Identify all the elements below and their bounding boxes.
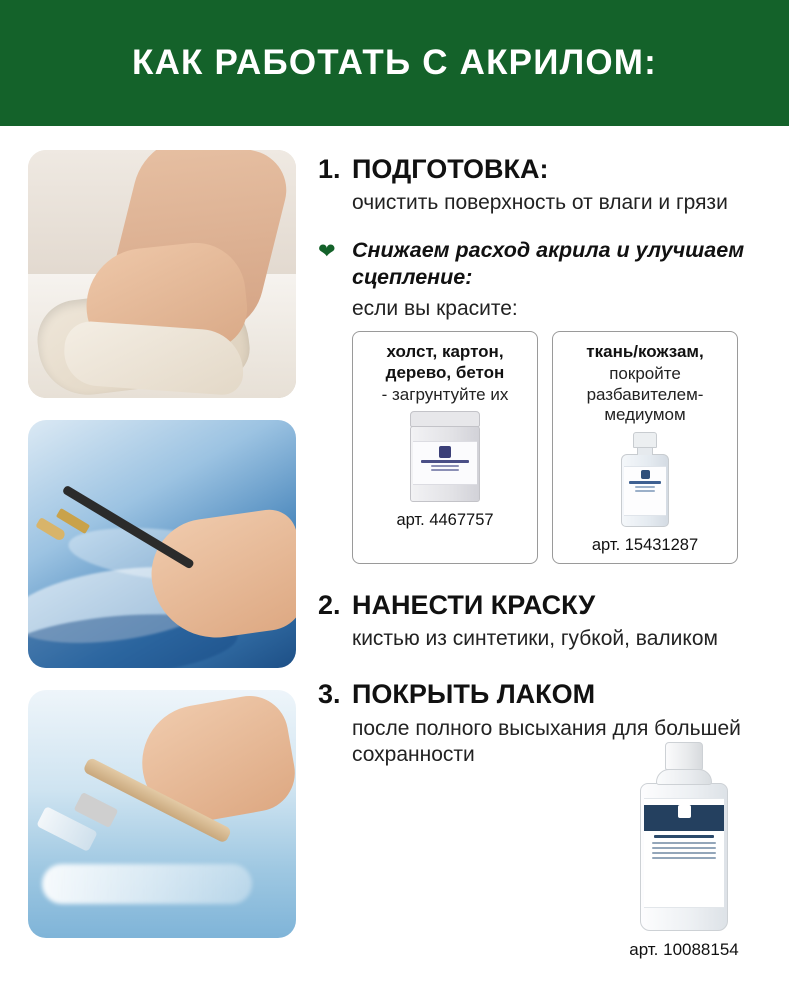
medium-bottle-neck xyxy=(637,447,653,455)
medium-bottle-icon xyxy=(613,432,677,528)
tip-subtitle: если вы красите: xyxy=(352,297,518,321)
product-card-medium-subtitle: покройте разбавителем-медиумом xyxy=(586,364,704,425)
product-cards xyxy=(318,331,771,564)
lacquer-bottle-label xyxy=(644,798,724,908)
product-card-medium-article: арт. 15431287 xyxy=(591,536,699,555)
step-2-title: НАНЕСТИ КРАСКУ xyxy=(352,590,596,621)
lacquer-label-header xyxy=(644,805,724,831)
step-3-title: ПОКРЫТЬ ЛАКОМ xyxy=(352,679,596,710)
step-2 xyxy=(318,590,771,653)
medium-bottle-cap xyxy=(633,432,657,448)
lacquer-label-line-1 xyxy=(654,835,714,838)
lacquer-article: арт. 10088154 xyxy=(629,940,739,959)
medium-bottle-label xyxy=(624,466,666,516)
medium-label-line-1 xyxy=(629,481,661,484)
primer-label-line-2 xyxy=(431,465,459,467)
product-card-primer-title: холст, картон, дерево, бетон xyxy=(385,342,505,382)
step-2-description: кистью из синтетики, губкой, валиком xyxy=(352,627,718,651)
page-title: КАК РАБОТАТЬ С АКРИЛОМ: xyxy=(132,43,657,82)
primer-jar-lid xyxy=(410,411,480,427)
lacquer-bottle-icon xyxy=(632,742,736,932)
step-1 xyxy=(318,154,771,217)
step-3-description: после полного высыхания для большей сохранности xyxy=(352,716,741,767)
lacquer-label-line-3 xyxy=(652,847,716,849)
medium-brand-logo-icon xyxy=(641,470,650,479)
step-1-description: очистить поверхность от влаги и грязи xyxy=(352,191,728,215)
lacquer-bottle-shoulder xyxy=(656,769,712,785)
product-card-primer-subtitle: - загрунтуйте их xyxy=(381,384,509,404)
step-3-number: 3. xyxy=(318,679,341,710)
heart-icon: ❤ xyxy=(318,240,336,264)
photo3-paint-stroke xyxy=(42,864,252,904)
step-1-number: 1. xyxy=(318,154,341,184)
medium-label-line-2 xyxy=(635,486,655,488)
product-card-medium[interactable] xyxy=(552,331,738,564)
lacquer-product[interactable] xyxy=(609,742,759,960)
primer-label-line-3 xyxy=(431,469,459,471)
lacquer-label-line-4 xyxy=(652,852,716,854)
step-2-number: 2. xyxy=(318,590,341,621)
primer-label-line-1 xyxy=(421,460,469,463)
product-card-primer[interactable] xyxy=(352,331,538,564)
tip-title: Снижаем расход акрила и улучшаем сцепление: xyxy=(352,238,745,290)
brush-stroke-on-canvas-photo xyxy=(28,690,296,938)
hand-wiping-surface-photo xyxy=(28,150,296,398)
tip-block xyxy=(318,237,771,321)
product-card-primer-article: арт. 4467757 xyxy=(396,511,494,530)
header-banner xyxy=(0,0,789,126)
lacquer-bottle-cap xyxy=(665,742,703,770)
primer-jar-label xyxy=(413,441,477,485)
medium-label-line-3 xyxy=(635,490,655,492)
lacquer-label-line-2 xyxy=(652,842,716,844)
product-card-medium-title: ткань/кожзам, xyxy=(586,342,704,362)
lacquer-brand-logo-icon xyxy=(678,805,691,818)
step-1-title: ПОДГОТОВКА: xyxy=(352,154,549,184)
primer-brand-logo-icon xyxy=(439,446,451,458)
lacquer-label-line-5 xyxy=(652,857,716,859)
photo-column xyxy=(28,150,296,960)
primer-jar-icon xyxy=(404,411,486,503)
brush-painting-blue-waves-photo xyxy=(28,420,296,668)
